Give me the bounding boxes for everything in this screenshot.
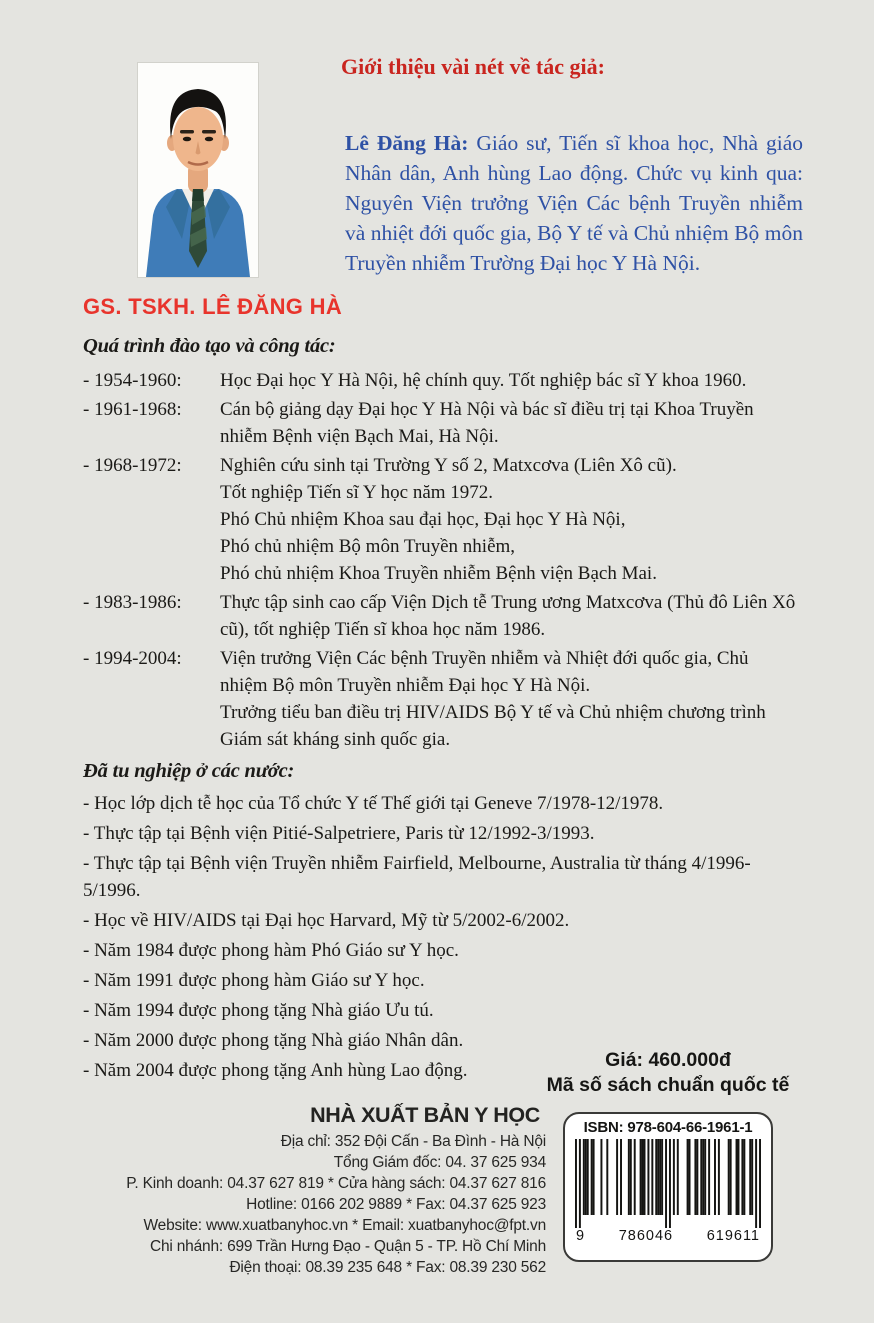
career-entry xyxy=(83,589,800,643)
isbn-number-label: ISBN: 978-604-66-1961-1 xyxy=(583,1119,753,1136)
career-entry-paragraph: Phó Chủ nhiệm Khoa sau đại học, Đại học Y Hà Nội, xyxy=(220,509,626,530)
career-entry xyxy=(83,396,800,450)
author-summary xyxy=(345,128,803,278)
career-entry-paragraph: Học Đại học Y Hà Nội, hệ chính quy. Tốt nghiệp bác sĩ Y khoa 1960. xyxy=(220,370,747,391)
training-abroad-item: - Năm 1984 được phong hàm Phó Giáo sư Y học. xyxy=(83,940,459,961)
career-entry-paragraph: Thực tập sinh cao cấp Viện Dịch tễ Trung ương Matxcơva (Thủ đô Liên Xô cũ), tốt nghiệp Tiến sĩ khoa học năm 1986. xyxy=(220,592,796,640)
training-abroad-item: - Học lớp dịch tễ học của Tổ chức Y tế Thế giới tại Geneve 7/1978-12/1978. xyxy=(83,793,664,814)
career-entry-description xyxy=(220,396,800,450)
barcode-digit-group: 786046 xyxy=(618,1228,674,1244)
publisher-address-line: Tổng Giám đốc: 04. 37 625 934 xyxy=(333,1154,546,1171)
career-entry-period: - 1961-1968: xyxy=(83,399,182,420)
training-abroad-item: - Thực tập tại Bệnh viện Truyền nhiễm Fairfield, Melbourne, Australia từ tháng 4/1996-5/1996. xyxy=(83,853,751,901)
career-entry-paragraph: Nghiên cứu sinh tại Trường Y số 2, Matxcơva (Liên Xô cũ). xyxy=(220,455,677,476)
publisher-address-line: Điện thoại: 08.39 235 648 * Fax: 08.39 230 562 xyxy=(229,1259,546,1276)
training-abroad-item: - Năm 2000 được phong tặng Nhà giáo Nhân dân. xyxy=(83,1030,464,1051)
career-entry-description xyxy=(220,452,800,587)
author-heading: GS. TSKH. LÊ ĐĂNG HÀ xyxy=(83,294,343,319)
author-portrait-illustration xyxy=(138,63,258,277)
intro-title: Giới thiệu vài nét về tác giả: xyxy=(341,54,605,79)
career-entry-description xyxy=(220,589,800,643)
training-abroad-item: - Năm 1994 được phong tặng Nhà giáo Ưu tú. xyxy=(83,1000,434,1021)
career-entry-paragraph: Trưởng tiểu ban điều trị HIV/AIDS Bộ Y tế và Chủ nhiệm chương trình Giám sát kháng sinh quốc gia. xyxy=(220,702,766,750)
career-entry xyxy=(83,645,800,753)
career-entry-paragraph: Phó chủ nhiệm Khoa Truyền nhiễm Bệnh viện Bạch Mai. xyxy=(220,563,657,584)
career-entry xyxy=(83,367,800,394)
career-section-heading: Quá trình đào tạo và công tác: xyxy=(83,335,336,357)
author-name: Lê Đăng Hà: xyxy=(345,130,469,155)
publisher-address-line: Chi nhánh: 699 Trần Hưng Đạo - Quận 5 - TP. Hồ Chí Minh xyxy=(150,1238,546,1255)
training-abroad-heading: Đã tu nghiệp ở các nước: xyxy=(83,760,295,782)
publisher-address-line: Website: www.xuatbanyhoc.vn * Email: xuatbanyhoc@fpt.vn xyxy=(143,1217,546,1234)
training-abroad-item: - Năm 2004 được phong tặng Anh hùng Lao động. xyxy=(83,1060,468,1081)
publisher-address-line: Địa chỉ: 352 Đội Cấn - Ba Đình - Hà Nội xyxy=(280,1133,546,1150)
training-abroad-item: - Năm 1991 được phong hàm Giáo sư Y học. xyxy=(83,970,425,991)
barcode-digit-group: 619611 xyxy=(706,1228,760,1244)
author-summary-text: Giáo sư, Tiến sĩ khoa học, Nhà giáo Nhân dân, Anh hùng Lao động. Chức vụ kinh qua: Nguyên Viện trưởng Viện Các bệnh Truyền nhiễm và nhiệt đới quốc gia, Bộ Y tế và Chủ nhiệm Bộ môn Truyền nhiễm Trường Đại học Y Hà Nội. xyxy=(345,130,803,275)
career-entry-period: - 1954-1960: xyxy=(83,370,182,391)
training-abroad-item: - Học về HIV/AIDS tại Đại học Harvard, Mỹ từ 5/2002-6/2002. xyxy=(83,910,570,931)
author-photo xyxy=(138,63,258,277)
career-entry-period: - 1983-1986: xyxy=(83,592,182,613)
barcode-digit-group: 9 xyxy=(576,1228,586,1244)
career-entry-paragraph: Cán bộ giảng dạy Đại học Y Hà Nội và bác sĩ điều trị tại Khoa Truyền nhiễm Bệnh viện Bạch Mai, Hà Nội. xyxy=(220,399,754,447)
career-entry-period: - 1994-2004: xyxy=(83,648,182,669)
isbn-barcode xyxy=(563,1112,773,1262)
career-entry-paragraph: Tốt nghiệp Tiến sĩ Y học năm 1972. xyxy=(220,482,494,503)
career-entry-period: - 1968-1972: xyxy=(83,455,182,476)
barcode-digits xyxy=(572,1228,764,1244)
bio-section xyxy=(83,294,800,1087)
barcode-bars xyxy=(575,1139,761,1229)
publisher-address-line: P. Kinh doanh: 04.37 627 819 * Cửa hàng sách: 04.37 627 816 xyxy=(126,1175,546,1192)
career-entry xyxy=(83,452,800,587)
training-abroad-item: - Thực tập tại Bệnh viện Pitié-Salpetriere, Paris từ 12/1992-3/1993. xyxy=(83,823,595,844)
career-entry-paragraph: Viện trưởng Viện Các bệnh Truyền nhiễm và Nhiệt đới quốc gia, Chủ nhiệm Bộ môn Truyền nhiễm Đại học Y Hà Nội. xyxy=(220,648,749,696)
career-entry-paragraph: Phó chủ nhiệm Bộ môn Truyền nhiễm, xyxy=(220,536,516,557)
price-label: Giá: 460.000đ xyxy=(605,1049,731,1071)
price-block xyxy=(533,1048,803,1098)
career-list xyxy=(83,367,800,753)
isbn-caption: Mã số sách chuẩn quốc tế xyxy=(546,1074,790,1096)
publisher-name: NHÀ XUẤT BẢN Y HỌC xyxy=(310,1103,540,1127)
training-abroad-list xyxy=(83,790,800,1084)
career-entry-description xyxy=(220,367,800,394)
career-entry-description xyxy=(220,645,800,753)
publisher-address-line: Hotline: 0166 202 9889 * Fax: 04.37 625 923 xyxy=(246,1196,546,1213)
publisher-address xyxy=(100,1131,546,1278)
